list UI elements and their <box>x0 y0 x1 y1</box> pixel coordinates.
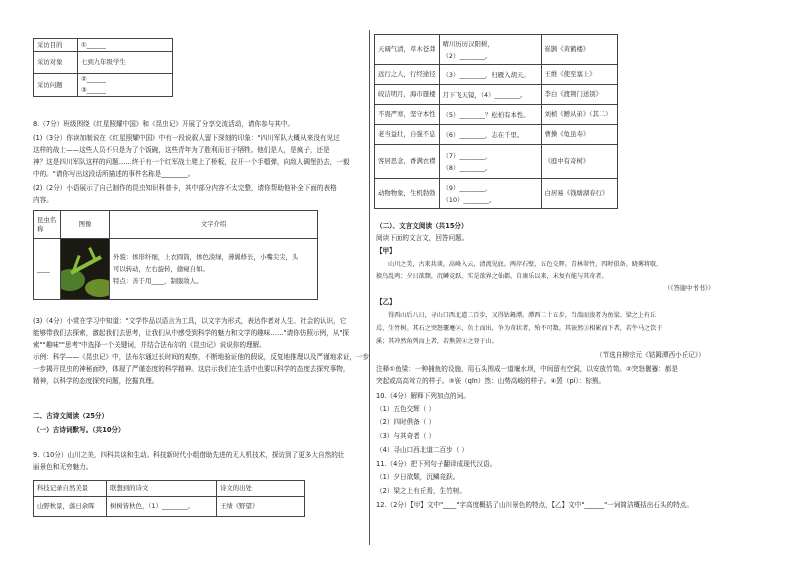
survey-cell: ③______ <box>78 85 173 97</box>
q8-line: 内容。 <box>33 196 53 204</box>
q8-3-line: 一步揭开昆虫的神秘面纱，体现了严谨态度的科学精神。这启示我们在生活中也要以科学的态度去探究事物， <box>33 365 350 373</box>
yi-line: 溪；其冲然角列而上者，若熊罴④之登于山。 <box>376 338 498 345</box>
q10-item: （2）四时俱备（ ） <box>376 418 436 426</box>
survey-cell: 采访目的 <box>34 39 78 52</box>
section-2-title: 二、古诗文阅读（25分） <box>33 412 109 420</box>
yi-line: 得西山后八日，寻山口西北道二百步，又得钴鉧潭。潭西二十五步，当湍而浚者为鱼梁。梁之上有丘 <box>388 312 657 319</box>
mantis-photo <box>61 239 109 299</box>
poem-row <box>375 179 618 209</box>
q8-3-line: 能够带我们去探索，激起我们去思考，让我们从中感受到科学的魅力和文学的趣味……"请你仿照示例，从"探 <box>33 329 349 337</box>
q9-cell: 王绩《野望》 <box>217 497 305 517</box>
q8-3-line: (3)（4分）小赏在学习中知道："文学作品以语言为工具，以文字为形式，表达作者对人生、社会的认识，它 <box>33 317 347 325</box>
poem-source-cell: 曹操《龟虽寿》 <box>541 125 617 145</box>
poem-line-cell: （3）________，归雁入胡天。 <box>439 65 541 85</box>
yi-line: 焉，生竹树。其石之突怒偃蹇②，负土而出，争为奇状者，殆不可数。其嵚然③相累而下者，若牛马之饮于 <box>376 325 663 332</box>
poem-scene-cell: 客居思念，香满衣襟 <box>375 145 440 179</box>
jia-line: 猿鸟乱鸣；夕日欲颓，沉鳞竞跃。实是欲界之仙都。自康乐以来，未复有能与其奇者。 <box>376 273 608 280</box>
q8-line: 8.（7分）班级围绕《红星照耀中国》和《昆虫记》开展了分享交流活动，请你参与其中。 <box>33 120 295 128</box>
q8-line: 神？这是四川军队这样的问题……终于有一个红军战士爬上了桥板，拉开一个手榴弹，向敌人碉堡扔去，一毅 <box>33 158 350 166</box>
q9-cell: 山野秋景，落日余晖 <box>34 497 107 517</box>
q9-line: 9.（10分）山川之美，四科共谈和生动。科技新时代小组借助先进的无人机技术，探访到了更多大自然的壮 <box>33 451 345 459</box>
q11-item: （1）夕日欲颓，沉鳞竞跃。 <box>376 473 460 481</box>
poem-table <box>374 34 618 209</box>
insect-intro-line: 可以转动，左右旋转，偷窥自如。 <box>113 265 209 273</box>
q8-3-line: 索""趣味""思考"中选择一个关键词，并结合法布尔的《昆虫记》说说你的理解。 <box>33 341 266 349</box>
q12-title: 12.（2分）【甲】文中"____"字高度概括了山川景色的特点，【乙】文中"______"一词简洁概括出石头的特点。 <box>376 501 693 509</box>
poem-line-cell: 晴川历历汉阳树， （2）________。 <box>439 35 541 65</box>
mantis-leg <box>88 247 97 261</box>
left-column <box>33 0 368 562</box>
poem-line-cell: （5）________？松柏有本性。 <box>439 105 541 125</box>
poem-row <box>375 65 618 85</box>
poem-row <box>375 105 618 125</box>
survey-cell: ①______ <box>78 39 173 52</box>
insect-image-cell <box>61 239 110 300</box>
poem-source-cell: 王维《使至塞上》 <box>541 65 617 85</box>
insect-name-blank: ____ <box>34 239 61 300</box>
poem-source-cell: 《庭中有奇树》 <box>541 145 617 179</box>
survey-cell: 采访问题 <box>34 74 78 97</box>
poem-source-cell: 白居易《钱塘湖春行》 <box>541 179 617 209</box>
poem-line-cell: （6）________，志在千里。 <box>439 125 541 145</box>
q11-title: 11.（4分）把下列句子翻译成现代汉语。 <box>376 460 497 468</box>
poem-row <box>375 145 618 179</box>
poem-line-cell: （9）________， （10）________。 <box>439 179 541 209</box>
poem-source-cell: 崔颢《黄鹤楼》 <box>541 35 617 65</box>
right-column <box>374 0 762 562</box>
insect-intro-line: 特点：善于用____，制服敌人。 <box>113 277 203 285</box>
insect-header-intro: 文字介绍 <box>110 211 318 239</box>
poem-line-cell: （7）________， （8）________。 <box>439 145 541 179</box>
poem-scene-cell: 不畏严寒，坚守本性 <box>375 105 440 125</box>
q10-item: （4）寻山口西北道二百步（ ） <box>376 446 469 454</box>
yi-source: （节选自柳宗元《钴鉧潭西小丘记》） <box>596 351 705 359</box>
jia-label: 【甲】 <box>376 247 396 255</box>
q9-header: 诗文的出处 <box>217 481 305 497</box>
photo-leaf <box>85 279 109 297</box>
notes-line: 突起或高高耸立的样子。③嵚（qīn）然：山势高峻的样子。④罴（pí）：棕熊。 <box>376 377 606 385</box>
poem-scene-cell: 老当益壮，自强不息 <box>375 125 440 145</box>
insect-table <box>33 210 318 300</box>
q10-item: （3）与其奇者（ ） <box>376 432 436 440</box>
q11-item: （2）梁之上有丘焉，生竹树。 <box>376 487 466 495</box>
q9-header: 联想到的诗文 <box>107 481 217 497</box>
poem-row <box>375 125 618 145</box>
jia-source: （《答谢中书书》） <box>664 285 715 292</box>
poem-scene-cell: 天阔气清，草木苍莽 <box>375 35 440 65</box>
column-divider <box>369 30 370 545</box>
q9-line: 丽景色和无穷魅力。 <box>33 463 93 471</box>
q8-line: 这样的战士——这些人员不只是为了个饭碗，这些青年为了胜利而甘于牺牲。他们是人，是疯子，还是 <box>33 146 330 154</box>
poem-scene-cell: 远行之人，行经途径 <box>375 65 440 85</box>
q8-line: (1)（3分）你读加制说在《红星照耀中国》中有一段说叙人留下深刻的印象："四川军队大概从来没有见过 <box>33 134 340 142</box>
poem-source-cell: 刘桢《赠从弟》（其二） <box>541 105 617 125</box>
q8-line: 中的。"请你写出这段话所描述的事件名称是________。 <box>33 170 195 178</box>
survey-cell: 采访对象 <box>34 52 78 74</box>
q9-header: 科技记录自然美景 <box>34 481 107 497</box>
notes-line: 注释①鱼梁：一种捕鱼的设施，用石头围成一道堰水坝，中间留有空洞，以安放竹笥。②突怒偃蹇：都是 <box>376 365 678 373</box>
insect-header-image: 图像 <box>61 211 110 239</box>
poem-row <box>375 35 618 65</box>
q9-table <box>33 480 305 517</box>
section-2b-subtitle: 阅读下面的文言文，回答问题。 <box>376 234 469 242</box>
section-2b-title: （二）、文言文阅读（共15分） <box>376 222 468 230</box>
poem-row <box>375 85 618 105</box>
survey-table <box>33 38 173 97</box>
q8-line: (2)（2分）小语展示了自己制作的昆虫知识科普卡，其中部分内容不太完整，请你帮助他补全下面的表格 <box>33 184 337 192</box>
q10-title: 10.（4分）解释下列加点的词。 <box>376 392 470 400</box>
insect-header-name: 昆虫名称 <box>34 211 61 239</box>
yi-label: 【乙】 <box>376 298 396 306</box>
section-2-subtitle: （一）古诗词默写。（共10分） <box>33 426 125 434</box>
q8-3-line: 示例：科学——《昆虫记》中，法布尔通过长时间的观察，不断地验证他的假说，反复地推理以及严谨地求证，一步 <box>33 353 370 361</box>
q10-item: （1）五色交辉（ ） <box>376 405 436 413</box>
poem-line-cell: 月下飞天镜，（4）________。 <box>439 85 541 105</box>
poem-source-cell: 李白《渡荆门送别》 <box>541 85 617 105</box>
insect-intro-line: 外貌：体形纤细，上衣圆筒，体色淡绿，薄翼修长，小嘴尖尖，头 <box>113 253 299 261</box>
q9-cell: 树树皆秋色，（1）________。 <box>107 497 217 517</box>
jia-line: 山川之美，古来共谈。高峰入云，清流见底。两岸石壁，五色交辉。青林翠竹，四时俱备。晓雾将歇， <box>388 261 663 268</box>
survey-cell: ②______ <box>78 74 173 86</box>
insect-intro-cell <box>110 239 318 300</box>
survey-cell: 七到九年级学生 <box>78 52 173 74</box>
poem-scene-cell: 动物物象，生机勃勃 <box>375 179 440 209</box>
q8-3-line: 精神，以科学的态度探究问题，挖掘真理。 <box>33 377 159 385</box>
poem-scene-cell: 皎洁明月，海市蜃楼 <box>375 85 440 105</box>
